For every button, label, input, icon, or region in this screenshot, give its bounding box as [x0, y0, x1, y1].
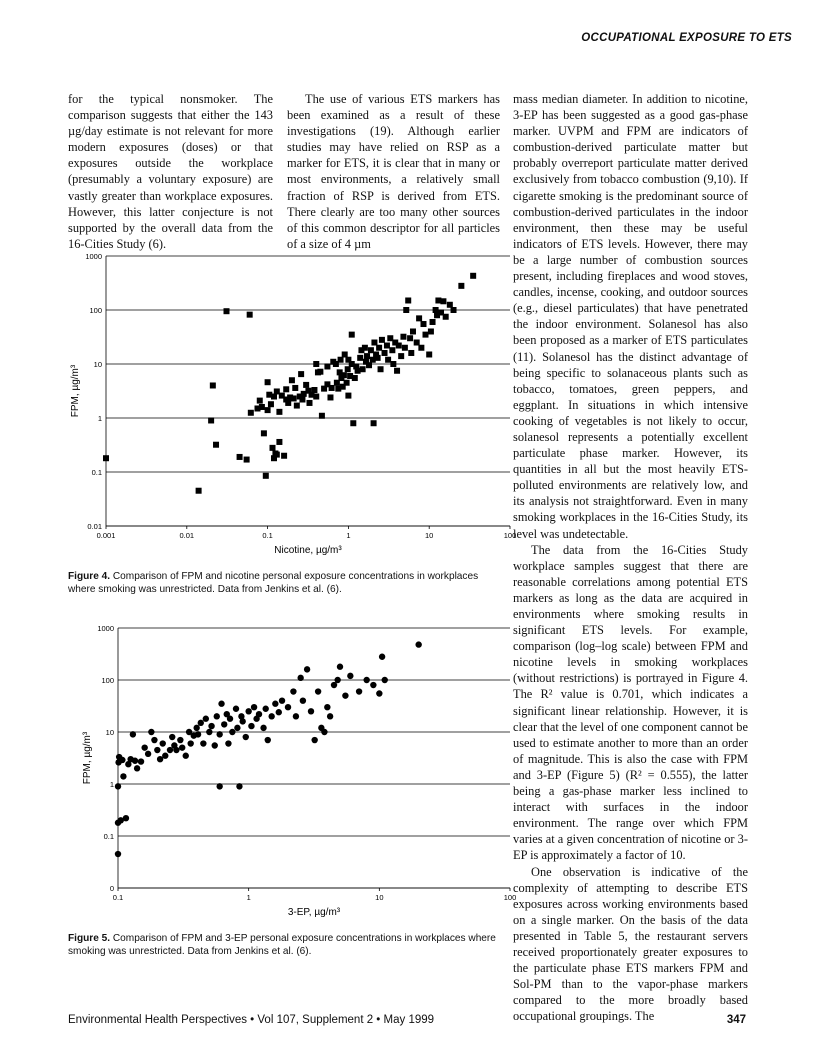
data-point — [349, 332, 355, 338]
data-point — [263, 473, 269, 479]
data-point — [259, 404, 265, 410]
data-point — [261, 430, 267, 436]
data-point — [203, 716, 209, 722]
data-point — [338, 357, 344, 363]
data-point — [311, 387, 317, 393]
data-point — [169, 734, 175, 740]
data-point — [371, 420, 377, 426]
y-axis-label: FPM, µg/m³ — [70, 364, 81, 418]
data-point — [151, 737, 157, 743]
x-tick-label: 0.01 — [179, 531, 195, 540]
data-point — [276, 439, 282, 445]
data-point — [244, 457, 250, 463]
x-axis-label: 3-EP, µg/m³ — [287, 907, 341, 918]
data-point — [390, 361, 396, 367]
data-point — [423, 332, 429, 338]
data-point — [375, 355, 381, 361]
data-point — [385, 357, 391, 363]
x-tick-label: 0.001 — [96, 531, 116, 540]
data-point — [402, 345, 408, 351]
data-point — [239, 718, 245, 724]
data-point — [342, 351, 348, 357]
data-point — [447, 302, 453, 308]
data-point — [265, 737, 271, 743]
data-point — [187, 740, 193, 746]
y-tick-label: 0.1 — [91, 468, 102, 477]
data-point — [279, 697, 285, 703]
data-point — [415, 641, 421, 647]
journal-footer: Environmental Health Perspectives • Vol 107, Supplement 2 • May 1999 — [68, 1014, 435, 1026]
data-point — [123, 815, 129, 821]
data-point — [206, 729, 212, 735]
data-point — [290, 688, 296, 694]
data-point — [115, 783, 121, 789]
data-point — [212, 742, 218, 748]
data-point — [337, 664, 343, 670]
data-point — [120, 773, 126, 779]
y-tick-label: 1000 — [97, 624, 114, 633]
data-point — [327, 394, 333, 400]
data-point — [300, 697, 306, 703]
data-point — [134, 765, 140, 771]
page-number: 347 — [726, 1014, 746, 1026]
data-point — [224, 308, 230, 314]
data-point — [334, 677, 340, 683]
data-point — [389, 347, 395, 353]
x-axis-label: Nicotine, µg/m³ — [274, 545, 342, 556]
data-point — [304, 666, 310, 672]
data-point — [237, 454, 243, 460]
y-tick-label: 10 — [93, 360, 102, 369]
data-point — [342, 692, 348, 698]
running-title: OCCUPATIONAL EXPOSURE TO ETS — [581, 32, 792, 44]
data-point — [256, 711, 262, 717]
text-column-1 — [68, 91, 273, 252]
data-point — [208, 723, 214, 729]
data-point — [341, 372, 347, 378]
data-point — [276, 409, 282, 415]
data-point — [378, 366, 384, 372]
data-point — [396, 343, 402, 349]
data-point — [265, 379, 271, 385]
data-point — [347, 673, 353, 679]
data-point — [324, 704, 330, 710]
data-point — [236, 783, 242, 789]
data-point — [268, 713, 274, 719]
data-point — [313, 394, 319, 400]
data-point — [216, 783, 222, 789]
data-point — [119, 757, 125, 763]
data-point — [426, 351, 432, 357]
data-point — [272, 701, 278, 707]
data-point — [251, 704, 257, 710]
data-point — [285, 704, 291, 710]
data-point — [200, 740, 206, 746]
data-point — [363, 677, 369, 683]
data-point — [428, 328, 434, 334]
data-point — [162, 753, 168, 759]
data-point — [291, 395, 297, 401]
data-point — [433, 307, 439, 313]
data-point — [274, 452, 280, 458]
x-tick-label: 100 — [503, 893, 517, 902]
data-point — [198, 720, 204, 726]
y-tick-label: 10 — [105, 728, 114, 737]
x-tick-label: 0.1 — [112, 893, 124, 902]
data-point — [218, 701, 224, 707]
data-point — [362, 345, 368, 351]
data-point — [400, 334, 406, 340]
figure-4-caption — [68, 570, 508, 596]
data-point — [379, 654, 385, 660]
paragraph: mass median diameter. In addition to nicotine, 3-EP has been suggested as a good gas-phase marker. UVPM and FPM are indicators of combustion-derived particulate matter but probably overreport particulate matter derived exclusively from tobacco combustion (9,10). If cigarette smoking is the predominant source of combustion-derived particulates in the indoor environment, then these may be useful indicators of ETS levels. However, there may be a large number of combustion sources present, including fireplaces and wood stoves, candles, incense, cooking, and outdoor sources (e.g., diesel particulates) that have penetrated the indoor environment. Solanesol has also been proposed as a marker of ETS particulates (11). Solanesol has the distinct advantage of being specific to solanaceous plants such as tobacco, tomatoes, green peppers, and eggplant. In situations in which intensive cooking of vegetables is not likely to occur, solanesol represents a potentially excellent particulate phase marker. However, its quantities in all but the most heavily ETS-polluted environments are relatively low, and its analysis not straightforward. Even in many smoking workplaces in the 16-Cities Study, its level was undetectable. — [513, 92, 748, 541]
data-point — [214, 713, 220, 719]
data-point — [221, 721, 227, 727]
data-point — [196, 488, 202, 494]
data-point — [352, 375, 358, 381]
data-point — [247, 312, 253, 318]
data-point — [344, 380, 350, 386]
data-point — [160, 740, 166, 746]
data-point — [321, 729, 327, 735]
data-point — [360, 366, 366, 372]
data-point — [233, 706, 239, 712]
caption-text: Comparison of FPM and nicotine personal exposure concentrations in workplaces where smoking was unrestricted. Data from Jenkins et al. (6). — [68, 571, 479, 595]
data-point — [265, 407, 271, 413]
data-point — [371, 340, 377, 346]
x-tick-label: 1 — [246, 893, 251, 902]
data-point — [357, 355, 363, 361]
data-point — [313, 361, 319, 367]
data-point — [308, 708, 314, 714]
data-point — [227, 716, 233, 722]
data-point — [376, 345, 382, 351]
data-point — [245, 708, 251, 714]
y-tick-label: 1000 — [85, 252, 102, 261]
data-point — [283, 386, 289, 392]
y-tick-label: 1 — [97, 414, 102, 423]
data-point — [298, 371, 304, 377]
y-tick-label: 100 — [89, 306, 102, 315]
data-point — [315, 688, 321, 694]
data-point — [407, 335, 413, 341]
x-tick-label: 10 — [375, 893, 384, 902]
data-point — [416, 315, 422, 321]
x-tick-label: 100 — [503, 531, 517, 540]
data-point — [382, 677, 388, 683]
data-point — [276, 709, 282, 715]
data-point — [243, 734, 249, 740]
paragraph: The data from the 16-Cities Study workplace samples suggest that there are reasonable correlations among potential ETS markers as long as the data are acquired in environments where smoking results in significant ETS levels. For example, comparison (log–log scale) between FPM and nicotine levels in smoking workplaces (without restrictions) is portrayed in Figure 4. The R² value is 0.701, which indicates a significant linear relationship. However, it is clear that the level of one component cannot be used to estimate another to more than an order of magnitude. This is also the case with FPM and 3-EP (Figure 5) (R² = 0.555), the latter being a gas-phase marker less inclined to interact with surfaces in the indoor environment. The range over which FPM varies at a given concentration of nicotine or 3-EP is approximately a factor of 10. — [513, 542, 748, 863]
x-tick-label: 10 — [425, 531, 434, 540]
caption-text: Comparison of FPM and 3-EP personal exposure concentrations in workplaces where smoking was unrestricted. Data from Jenkins et al. (6). — [68, 933, 496, 957]
data-point — [350, 420, 356, 426]
data-point — [297, 675, 303, 681]
data-point — [364, 353, 370, 359]
text-column-3 — [513, 91, 748, 1024]
data-point — [210, 382, 216, 388]
data-point — [376, 690, 382, 696]
data-point — [148, 729, 154, 735]
data-point — [319, 413, 325, 419]
data-point — [154, 747, 160, 753]
data-point — [430, 319, 436, 325]
data-point — [420, 321, 426, 327]
y-tick-label: 0.01 — [87, 522, 102, 531]
data-point — [379, 337, 385, 343]
data-point — [208, 417, 214, 423]
data-point — [345, 393, 351, 399]
data-point — [470, 273, 476, 279]
text-column-2 — [287, 91, 500, 252]
data-point — [234, 725, 240, 731]
data-point — [384, 343, 390, 349]
data-point — [103, 455, 109, 461]
figure-label: Figure 5. — [68, 933, 111, 944]
data-point — [418, 345, 424, 351]
data-point — [366, 362, 372, 368]
data-point — [193, 725, 199, 731]
figure-label: Figure 4. — [68, 571, 111, 582]
data-point — [145, 751, 151, 757]
data-point — [257, 398, 263, 404]
data-point — [248, 723, 254, 729]
data-point — [141, 744, 147, 750]
data-point — [260, 725, 266, 731]
figure-5-chart — [68, 618, 538, 928]
paragraph: The use of various ETS markers has been examined as a result of these investigations (19). Although earlier studies may have relied on RSP as a marker for ETS, it is clear that in many or most environments, a relatively small fraction of RSP is derived from ETS. There clearly are too many other sources of this common descriptor for all particles of a size of 4 µm — [287, 92, 500, 251]
data-point — [132, 758, 138, 764]
paragraph: One observation is indicative of the complexity of attempting to describe ETS exposures across working environments based on a single marker. On the basis of the data presented in Table 5, the restaurant servers received proportionately greater exposures to the particulate phase ETS markers FPM and Sol-PM than to the vapor-phase markers compared to the more broadly based occupational groupings. The — [513, 864, 748, 1024]
data-point — [398, 353, 404, 359]
data-point — [281, 453, 287, 459]
data-point — [394, 368, 400, 374]
data-point — [289, 377, 295, 383]
data-point — [382, 350, 388, 356]
data-point — [368, 347, 374, 353]
data-point — [179, 744, 185, 750]
data-point — [458, 283, 464, 289]
data-point — [115, 851, 121, 857]
data-point — [268, 401, 274, 407]
y-axis-label: FPM, µg/m³ — [82, 731, 93, 785]
data-point — [440, 298, 446, 304]
x-tick-label: 0.1 — [262, 531, 273, 540]
y-tick-label: 100 — [101, 676, 114, 685]
data-point — [213, 442, 219, 448]
data-point — [410, 328, 416, 334]
data-point — [451, 307, 457, 313]
data-point — [403, 307, 409, 313]
data-point — [345, 366, 351, 372]
data-point — [293, 713, 299, 719]
data-point — [329, 385, 335, 391]
data-point — [285, 400, 291, 406]
y-tick-label: 0 — [109, 884, 114, 893]
data-point — [216, 731, 222, 737]
x-tick-label: 1 — [346, 531, 351, 540]
data-point — [173, 747, 179, 753]
y-tick-label: 1 — [109, 780, 114, 789]
figure-4-chart — [68, 246, 538, 566]
data-point — [303, 382, 309, 388]
data-point — [327, 713, 333, 719]
data-point — [324, 363, 330, 369]
data-point — [356, 688, 362, 694]
data-point — [299, 397, 305, 403]
data-point — [408, 350, 414, 356]
data-point — [311, 737, 317, 743]
data-point — [443, 314, 449, 320]
data-point — [414, 340, 420, 346]
paragraph: for the typical nonsmoker. The comparison suggests that either the 143 µg/day estimate is not relevant for more modern exposures (doses) or that exposures outside the workplace (presumably a voluntary exposure) are vastly greater than workplace exposures. However, this latter conjecture is not supported by the overall data from the 16-Cities Study (6). — [68, 92, 273, 251]
data-point — [229, 729, 235, 735]
data-point — [405, 297, 411, 303]
data-point — [292, 385, 298, 391]
data-point — [138, 758, 144, 764]
data-point — [225, 740, 231, 746]
data-point — [248, 410, 254, 416]
data-point — [130, 731, 136, 737]
data-point — [183, 753, 189, 759]
data-point — [370, 682, 376, 688]
data-point — [317, 369, 323, 375]
data-point — [195, 731, 201, 737]
data-point — [294, 403, 300, 409]
data-point — [306, 400, 312, 406]
data-point — [177, 737, 183, 743]
y-tick-label: 0.1 — [103, 832, 114, 841]
data-point — [262, 706, 268, 712]
data-point — [270, 445, 276, 451]
figure-5-caption — [68, 932, 508, 958]
